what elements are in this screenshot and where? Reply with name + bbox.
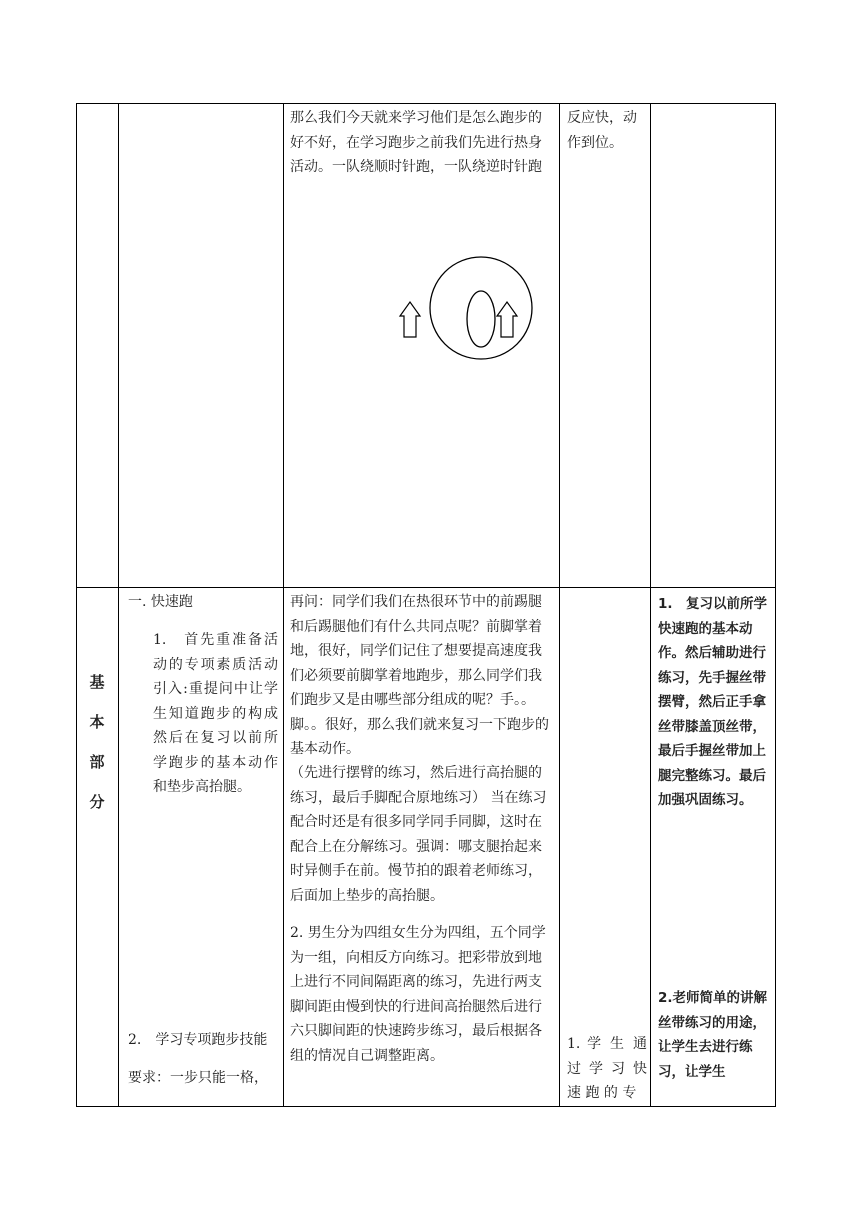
student-goal-text: 1. 学 生 通 过 学 习 快 速 跑 的 专	[567, 1036, 647, 1101]
column-divider-5	[775, 103, 776, 1107]
section-char: 分	[89, 793, 105, 811]
practice-steps-paragraph: （先进行摆臂的练习，然后进行高抬腿的练习，最后手脚配合原地练习） 当在练习配合时还是有很多同学同手同脚，这时在配合上在分解练习。强调：哪支腿抬起来时异侧手在前。慢节拍的跟着老师练习，后面加上垫步的高抬腿。	[290, 765, 547, 904]
section-char: 基	[89, 673, 105, 691]
teaching-requirement: 要求：一步只能一格，	[128, 1070, 268, 1086]
section-label-basic-part	[76, 662, 118, 822]
teaching-method-2: 2.老师简单的讲解丝带练习的用途，让学生去进行练习，让学生	[658, 990, 768, 1080]
inner-track-ellipse	[467, 291, 495, 347]
teaching-item-2: 2. 学习专项跑步技能	[128, 1032, 268, 1048]
table-top-border	[76, 103, 776, 104]
outer-track-circle	[430, 257, 532, 359]
student-response-text: 反应快，动作到位。	[567, 110, 637, 151]
section-char: 部	[89, 753, 105, 771]
group-practice-paragraph: 2. 男生分为四组女生分为四组，五个同学为一组，向相反方向练习。把彩带放到地上进行不同间隔距离的练习，先进行两支脚间距由慢到快的行进间高抬腿然后进行六只脚间距的快速跨步练习，最后根据各组的情况自己调整距离。	[290, 925, 546, 1064]
up-arrow-left-icon	[400, 302, 420, 337]
section-char: 本	[89, 713, 105, 731]
teaching-method-1: 1. 复习以前所学快速跑的基本动作。然后辅助进行练习，先手握丝带摆臂，然后正手拿丝带膝盖顶丝带，最后手握丝带加上腿完整练习。最后加强巩固练习。	[658, 596, 768, 808]
column-divider-0	[76, 103, 77, 1107]
column-divider-2	[283, 103, 284, 1107]
row-divider	[76, 587, 776, 588]
warmup-instruction-text: 那么我们今天就来学习他们是怎么跑步的好不好，在学习跑步之前我们先进行热身活动。一队绕顺时针跑，一队绕逆时针跑	[290, 110, 542, 175]
up-arrow-right-icon	[497, 302, 517, 337]
teacher-dialogue-paragraph: 再问：同学们我们在热很环节中的前踢腿和后踢腿他们有什么共同点呢？前脚掌着地，很好，同学们记住了想要提高速度我们必须要前脚掌着地跑步，那么同学们我们跑步又是由哪些部分组成的呢？手。。脚。。很好，那么我们就来复习一下跑步的基本动作。	[290, 594, 549, 757]
teaching-item-1: 1. 首先重准备活动的专项素质活动引入:重提问中让学生知道跑步的构成然后在复习以前所学跑步的基本动作和垫步高抬腿。	[153, 632, 278, 795]
column-divider-4	[650, 103, 651, 1107]
running-formation-diagram	[390, 240, 570, 380]
column-divider-1	[118, 103, 119, 1107]
teaching-heading: 一. 快速跑	[128, 594, 193, 610]
table-bottom-border	[76, 1106, 776, 1107]
